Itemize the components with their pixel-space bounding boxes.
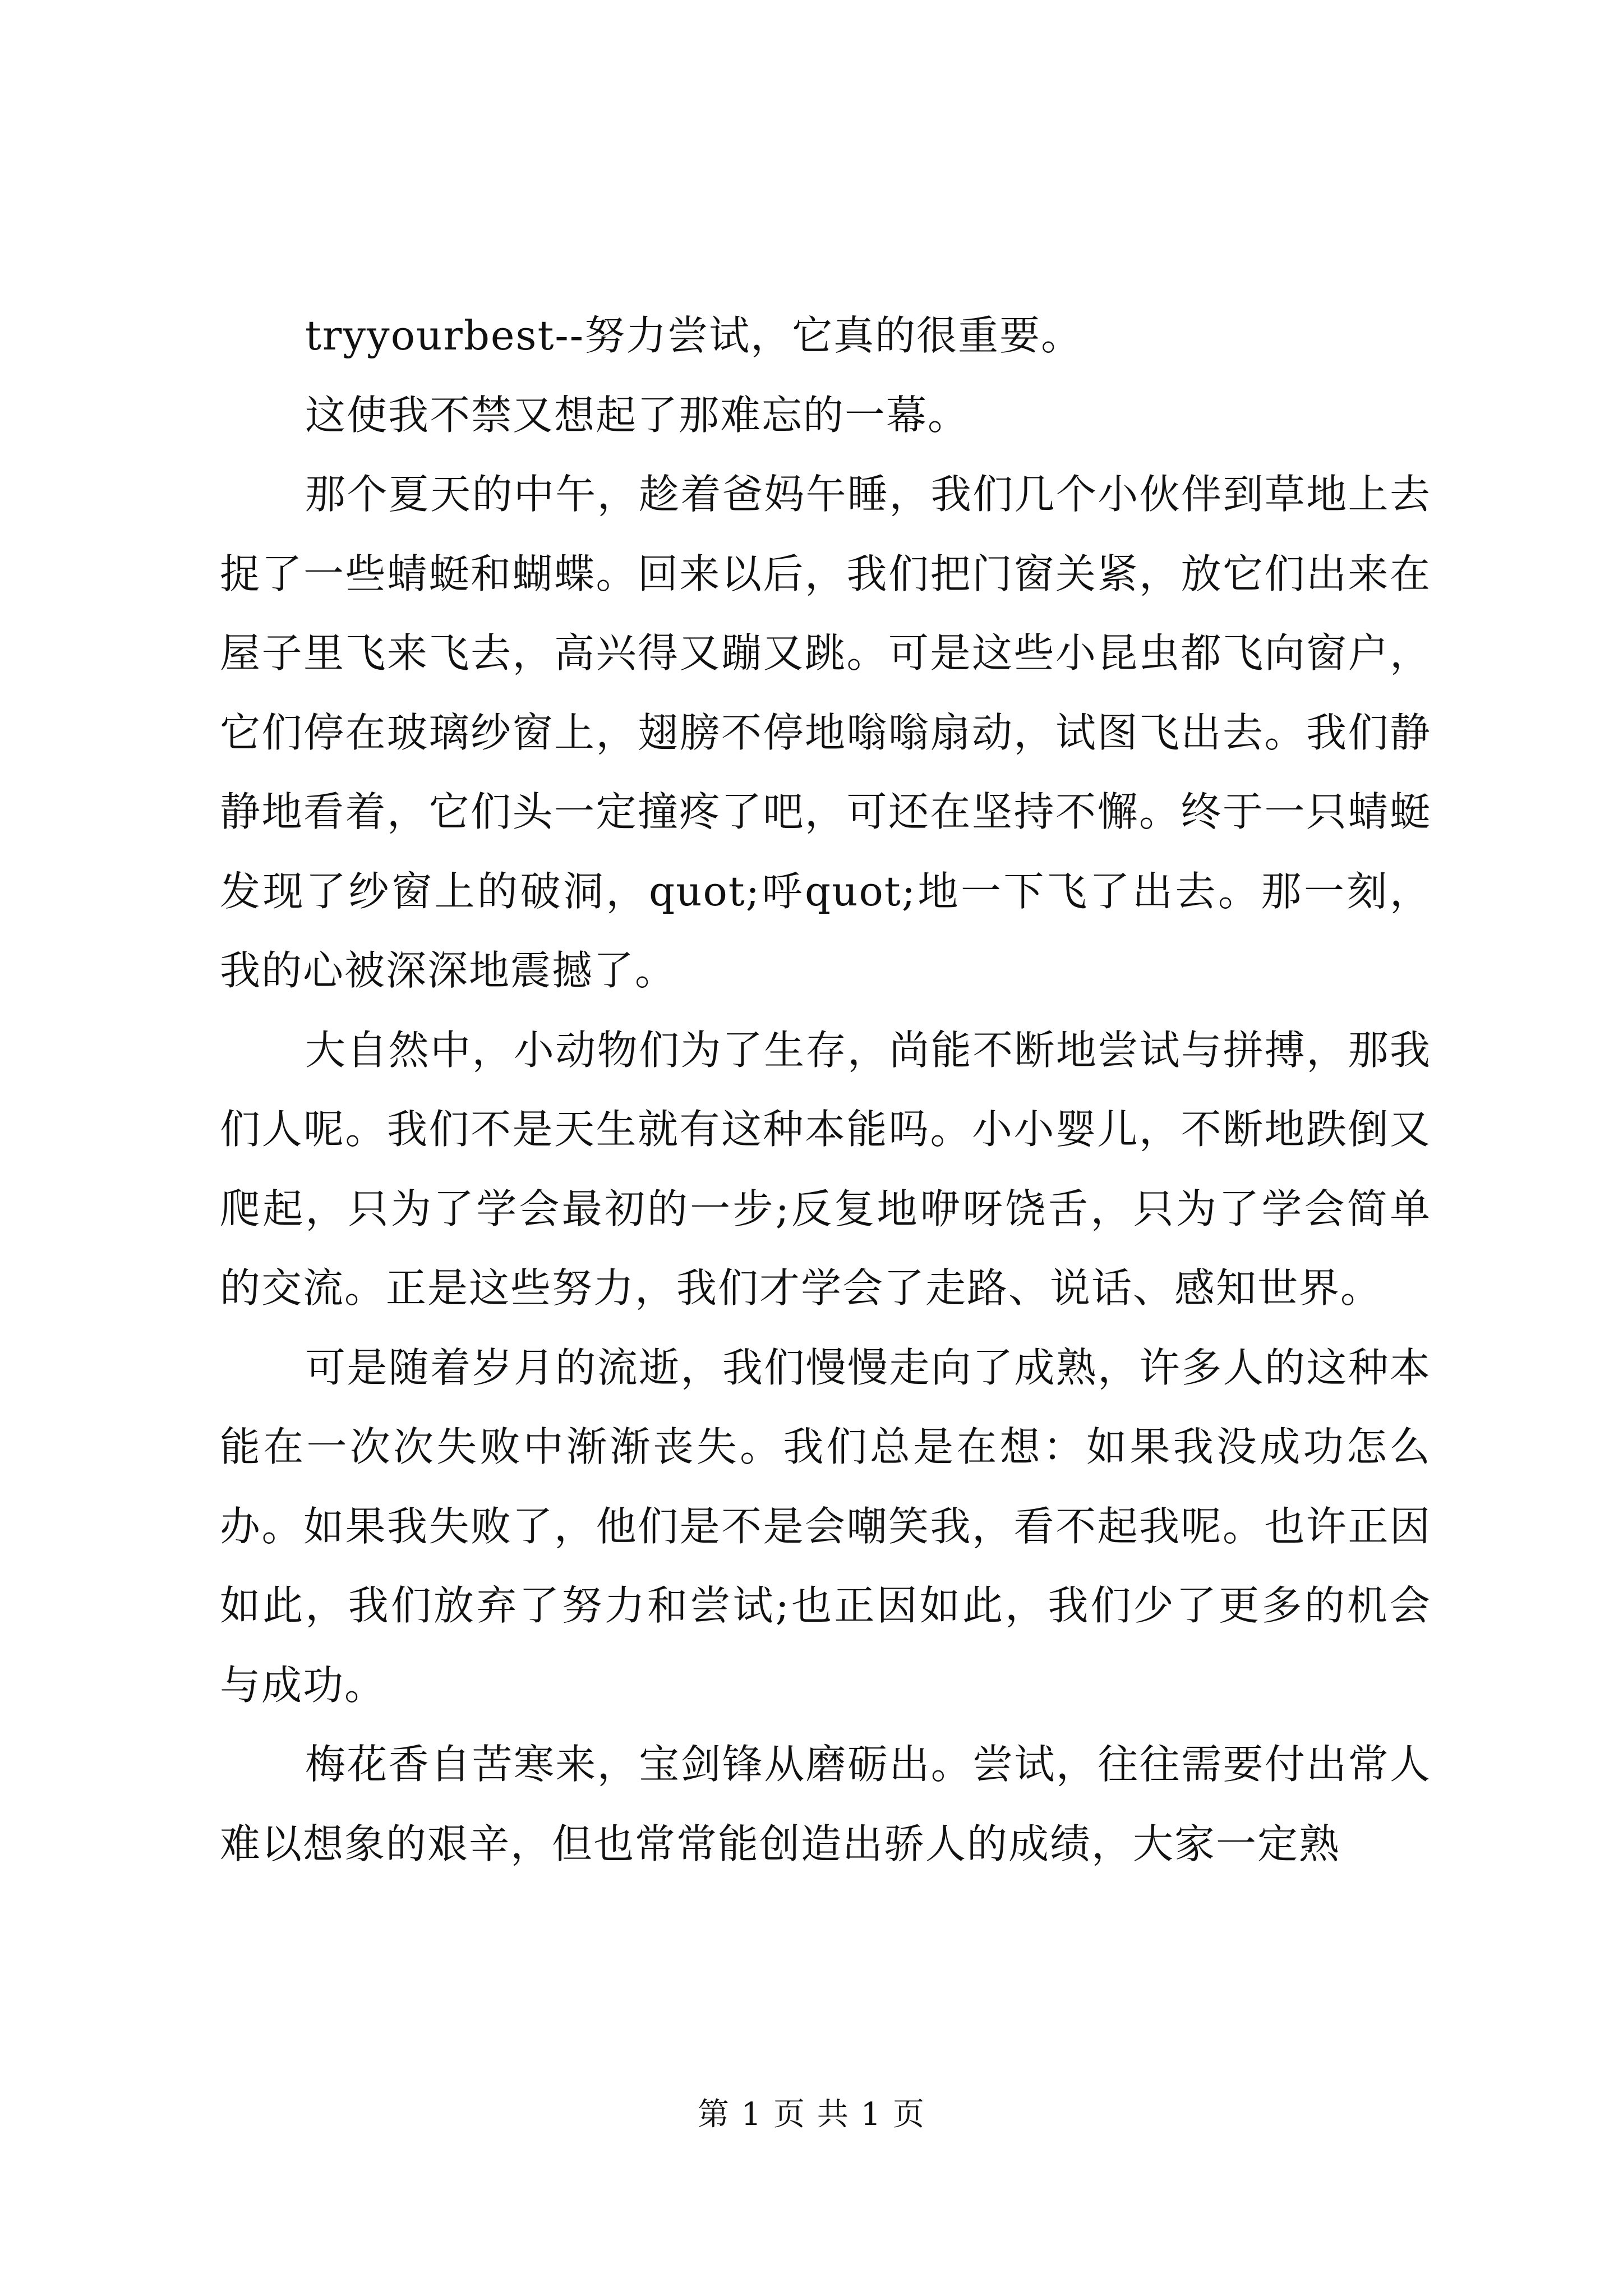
page-footer: 第 1 页 共 1 页	[697, 2096, 926, 2133]
essay-body	[220, 296, 1431, 1884]
paragraph-4: 大自然中，小动物们为了生存，尚能不断地尝试与拼搏，那我们人呢。我们不是天生就有这种本能吗。小小婴儿，不断地跌倒又爬起，只为了学会最初的一步;反复地咿呀饶舌，只为了学会简单的交流。正是这些努力，我们才学会了走路、说话、感知世界。	[220, 1026, 1431, 1312]
paragraph-5: 可是随着岁月的流逝，我们慢慢走向了成熟，许多人的这种本能在一次次失败中渐渐丧失。我们总是在想：如果我没成功怎么办。如果我失败了，他们是不是会嘲笑我，看不起我呢。也许正因如此，我们放弃了努力和尝试;也正因如此，我们少了更多的机会与成功。	[220, 1343, 1431, 1709]
paragraph-6: 梅花香自苦寒来，宝剑锋从磨砺出。尝试，往往需要付出常人难以想象的艰辛，但也常常能创造出骄人的成绩，大家一定熟	[220, 1741, 1431, 1867]
paragraph-1: tryyourbest--努力尝试，它真的很重要。	[305, 312, 1083, 359]
paragraph-3: 那个夏天的中午，趁着爸妈午睡，我们几个小伙伴到草地上去捉了一些蜻蜓和蝴蝶。回来以后，我们把门窗关紧，放它们出来在屋子里飞来飞去，高兴得又蹦又跳。可是这些小昆虫都飞向窗户，它们停在玻璃纱窗上，翅膀不停地嗡嗡扇动，试图飞出去。我们静静地看着，它们头一定撞疼了吧，可还在坚持不懈。终于一只蜻蜓发现了纱窗上的破洞，quot;呼quot;地一下飞了出去。那一刻，我的心被深深地震撼了。	[220, 471, 1431, 994]
paragraph-2: 这使我不禁又想起了那难忘的一幕。	[305, 391, 970, 439]
